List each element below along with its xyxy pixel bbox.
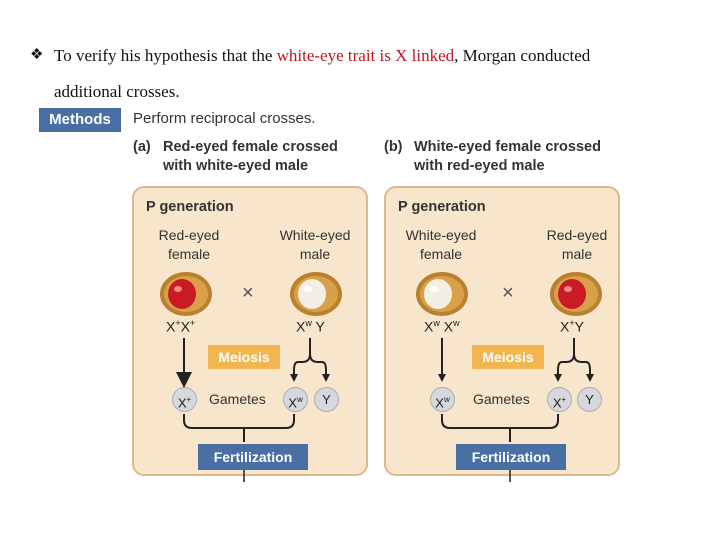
meiosis-label: Meiosis: [208, 345, 280, 369]
right-parent-label-line1: Red-eyed: [546, 227, 608, 243]
cross-symbol: ×: [502, 282, 514, 304]
panel-b-title-line1: White-eyed female crossed: [414, 139, 601, 155]
left-parent-genotype: $X^w$ $X^w$: [424, 318, 460, 335]
p-generation-label: P generation: [146, 199, 234, 215]
panel-b: [384, 186, 620, 476]
gamete-left: $X^w$: [430, 387, 455, 412]
left-parent-label-line2: female: [167, 246, 211, 262]
bullet-line-2: additional crosses.: [54, 82, 180, 101]
right-parent-label-line2: male: [299, 246, 331, 262]
cross-symbol: ×: [242, 282, 254, 304]
p-generation-label: P generation: [398, 199, 486, 215]
bullet-highlight: white-eye trait is X linked: [276, 46, 455, 65]
right-parent-label-line2: male: [561, 246, 593, 262]
bullet-text-before: To verify his hypothesis that the: [54, 46, 277, 65]
panel-a: [132, 186, 368, 476]
right-parent-label-line1: White-eyed: [279, 227, 351, 243]
panel-a-title-line2: with white-eyed male: [163, 158, 309, 174]
panel-a-title-line1: Red-eyed female crossed: [163, 139, 338, 155]
fertilization-label: Fertilization: [198, 444, 308, 470]
gamete-middle: X+: [547, 387, 572, 412]
gametes-label: Gametes: [209, 391, 266, 407]
gamete-right: Y: [577, 387, 602, 412]
right-parent-genotype: $X^w$ Y: [296, 318, 325, 335]
methods-badge: Methods: [39, 108, 121, 132]
methods-text: Perform reciprocal crosses.: [133, 110, 316, 127]
panel-a-letter: (a): [133, 139, 151, 155]
bullet-diamond-icon: ❖: [30, 47, 44, 63]
bullet-text-after: , Morgan conducted: [454, 46, 591, 65]
gamete-middle: $X^w$: [283, 387, 308, 412]
right-parent-genotype: X+Y: [560, 318, 584, 335]
left-parent-genotype: X+X+: [166, 318, 196, 335]
meiosis-label: Meiosis: [472, 345, 544, 369]
left-parent-label-line2: female: [419, 246, 463, 262]
panel-b-arrows: [386, 188, 622, 478]
gamete-left: X+: [172, 387, 197, 412]
panel-b-letter: (b): [384, 139, 403, 155]
left-parent-label-line1: White-eyed: [405, 227, 477, 243]
panel-a-arrows: [134, 188, 370, 478]
gamete-right: Y: [314, 387, 339, 412]
left-parent-label-line1: Red-eyed: [158, 227, 220, 243]
gametes-label: Gametes: [473, 391, 530, 407]
panel-b-title-line2: with red-eyed male: [414, 158, 545, 174]
fertilization-label: Fertilization: [456, 444, 566, 470]
